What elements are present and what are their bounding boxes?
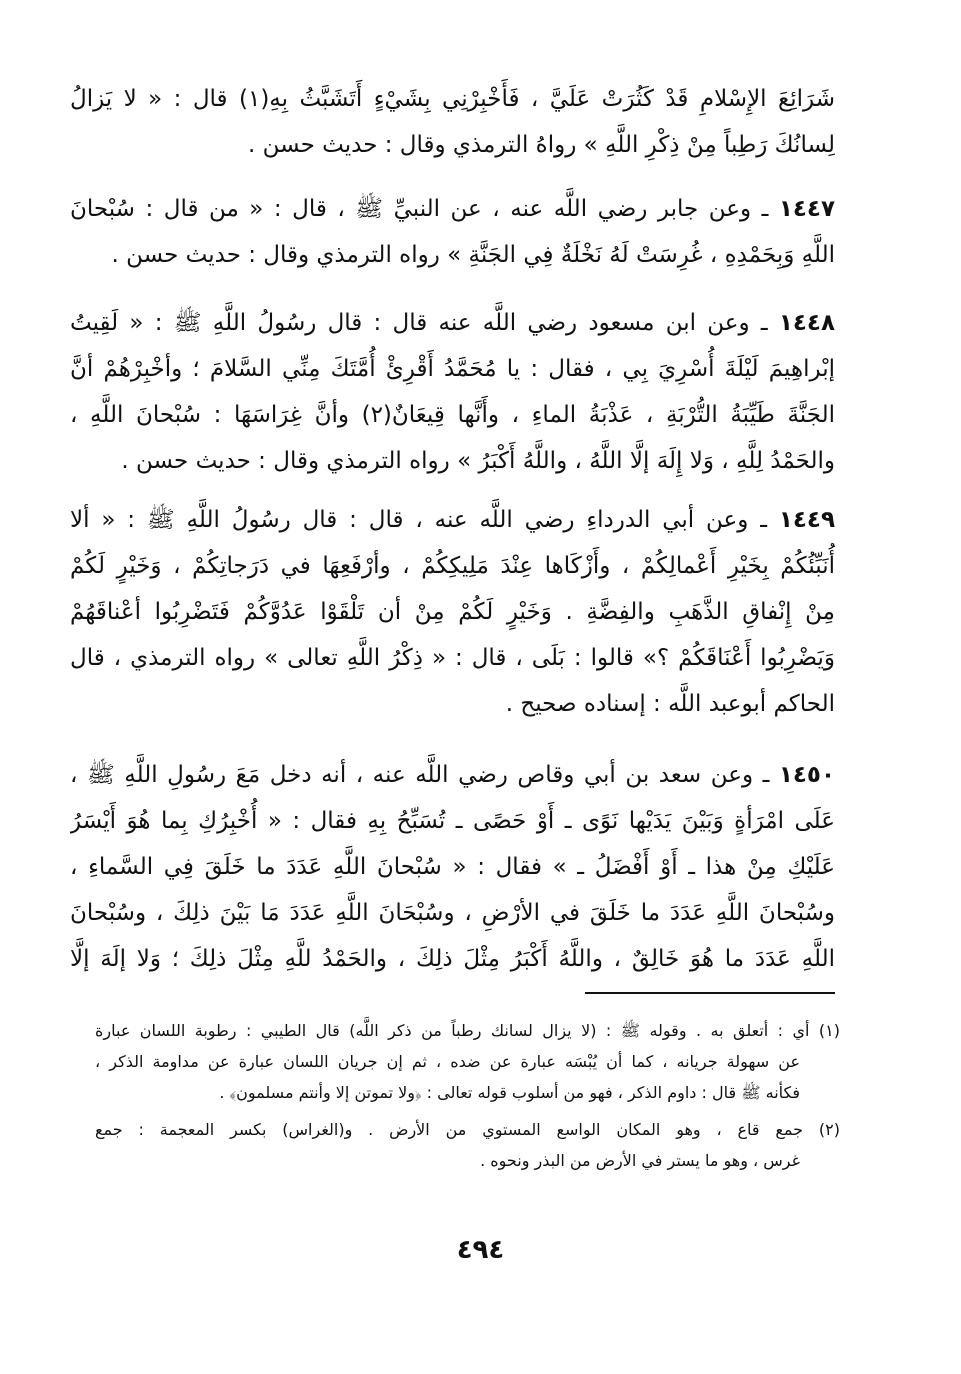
text-line: شَرَائِعَ الإِسْلامِ قَدْ كَثُرَتْ عَلَيَّ ، فَأَخْبِرْنِي بِشَيْءٍ أَتَشَبَّثُ بِهِ(١) قال : « لا يَزالُ <box>70 86 835 112</box>
hadith-paragraph <box>70 186 835 278</box>
footnote-line: فكأنه ﷺ قال : داوم الذكر ، فهو من أسلوب قوله تعالى : ﴿ولا تموتن إلا وأنتم مسلمون﴾ . <box>219 1083 800 1102</box>
text-line: عَلَيْكِ مِنْ هذا ـ أَوْ أَفْضَلُ ـ » فقال : « سُبْحانَ اللَّهِ عَدَدَ ما خَلَقَ فِي السَّماءِ ، <box>70 854 835 880</box>
text-line: الحاكم أبوعبد اللَّه : إسناده صحيح . <box>505 691 835 717</box>
text-line: عَلَى امْرَأةٍ وَبَيْنَ يَدَيْها نَوًى ـ أَوْ حَصًى ـ تُسَبِّحُ بِهِ فقال : « أُخْبِرُكِ بِما هُوَ أَيْسَرُ <box>70 808 835 834</box>
text-line <box>70 300 835 346</box>
text-line: أُنَبِّئُكُمْ بِخَيْرِ أَعْمالِكُمْ ، وأَزْكَاها عِنْدَ مَلِيكِكُمْ ، وأرْفَعِهَا في دَرَجاتِكُمْ ، وَخَيْرٍ لَكُمْ <box>70 553 835 579</box>
footnote-line: غرس ، وهو ما يستر في الأرض من البذر ونحوه . <box>480 1151 800 1170</box>
text-line: اللَّهِ عَدَدَ ما هُوَ خَالِقٌ ، واللَّهُ أَكْبَرُ مِثْلَ ذلِكَ ، والحَمْدُ للَّهِ مِثْلَ ذلِكَ ؛ وَلا إلَهَ إلَّا <box>70 946 835 972</box>
footnote <box>95 1015 840 1108</box>
hadith-paragraph <box>70 752 835 982</box>
text-line-content: ـ وعن ابن مسعود رضي اللَّه عنه قال : قال رسُولُ اللَّهِ ﷺ : « لَقِيتُ <box>70 310 768 336</box>
hadith-paragraph <box>70 76 835 168</box>
footnote-line: (٢) جمع قاع ، وهو المكان الواسع المستوي من الأرض . و(الغراس) بكسر المعجمة : جمع <box>95 1120 840 1139</box>
text-line: والحَمْدُ لِلَّهِ ، وَلا إِلَهَ إلَّا اللَّهُ ، واللَّهُ أَكْبَرُ » رواه الترمذي وقال : حديث حسن . <box>121 448 835 474</box>
footnote-separator <box>585 992 835 994</box>
text-line <box>70 497 835 543</box>
footnote-line: عن سهولة جريانه ، كما أن يُبْسَه عبارة عن ضده ، ثم إن جريان اللسان عبارة عن مداومة الذكر ، <box>95 1052 800 1071</box>
footnote <box>95 1114 840 1176</box>
text-line: الجَنَّةَ طَيِّبَةُ التُّرْبَةِ ، عَذْبَةُ الماءِ ، وأَنَّها قِيعَانٌ(٢) وأنَّ غِرَاسَهَا : سُبْحانَ اللَّهِ ، <box>70 402 835 428</box>
text-line <box>70 752 835 798</box>
text-line: وَيَضْرِبُوا أَعْنَاقَكُمْ ؟» قالوا : بَلَى ، قال : « ذِكْرُ اللَّهِ تعالى » رواه الترمذي ، قال <box>70 645 835 671</box>
footnote-line: (١) أي : أتعلق به . وقوله ﷺ : (لا يزال لسانك رطباً من ذكر اللَّه) قال الطيبي : رطوبة اللسان عبارة <box>95 1021 840 1040</box>
text-line: وسُبْحانَ اللَّهِ عَدَدَ ما خَلَقَ في الأرْضِ ، وسُبْحَانَ اللَّهِ عَدَدَ مَا بَيْنَ ذلِكَ ، وسُبْحانَ <box>70 900 835 926</box>
text-line: مِنْ إِنْفاقِ الذَّهَبِ والفِضَّةِ . وَخَيْرٍ لَكُمْ مِنْ أن تَلْقَوْا عَدُوَّكُمْ فَتَضْرِبُوا أعْناقَهُمْ <box>70 599 835 625</box>
hadith-number: ١٤٤٩ <box>778 507 835 533</box>
hadith-paragraph <box>70 497 835 727</box>
text-line <box>70 186 835 232</box>
hadith-paragraph <box>70 300 835 484</box>
text-line-content: ـ وعن سعد بن أبي وقاص رضي اللَّه عنه ، أنه دخل مَعَ رسُولِ اللَّهِ ﷺ ، <box>70 762 770 788</box>
text-line-content: ـ وعن جابر رضي اللَّه عنه ، عن النبيِّ ﷺ ، قال : « من قال : سُبْحانَ <box>70 196 769 222</box>
text-line-content: ـ وعن أبي الدرداءِ رضي اللَّه عنه ، قال : قال رسُولُ اللَّهِ ﷺ : « ألا <box>70 507 767 533</box>
hadith-number: ١٤٥٠ <box>778 762 835 788</box>
footnotes <box>95 1015 840 1176</box>
text-line: إبْراهِيمَ لَيْلَةَ أُسْرِيَ بِي ، فقال : يا مُحَمَّدُ أَقْرِئْ أُمَّتَكَ مِنِّي السَّلامَ ؛ وأخْبِرْهُمْ أنَّ <box>70 356 835 382</box>
text-line: لِسانُكَ رَطِباً مِنْ ذِكْرِ اللَّهِ » رواهُ الترمذي وقال : حديث حسن . <box>247 132 835 158</box>
hadith-number: ١٤٤٨ <box>778 310 835 336</box>
hadith-number: ١٤٤٧ <box>778 196 835 222</box>
page-number: ٤٩٤ <box>456 1235 505 1265</box>
text-line: اللَّهِ وَبِحَمْدِهِ ، غُرِسَتْ لَهُ نَخْلَةٌ فِي الجَنَّةِ » رواه الترمذي وقال : حديث حسن . <box>111 242 835 268</box>
